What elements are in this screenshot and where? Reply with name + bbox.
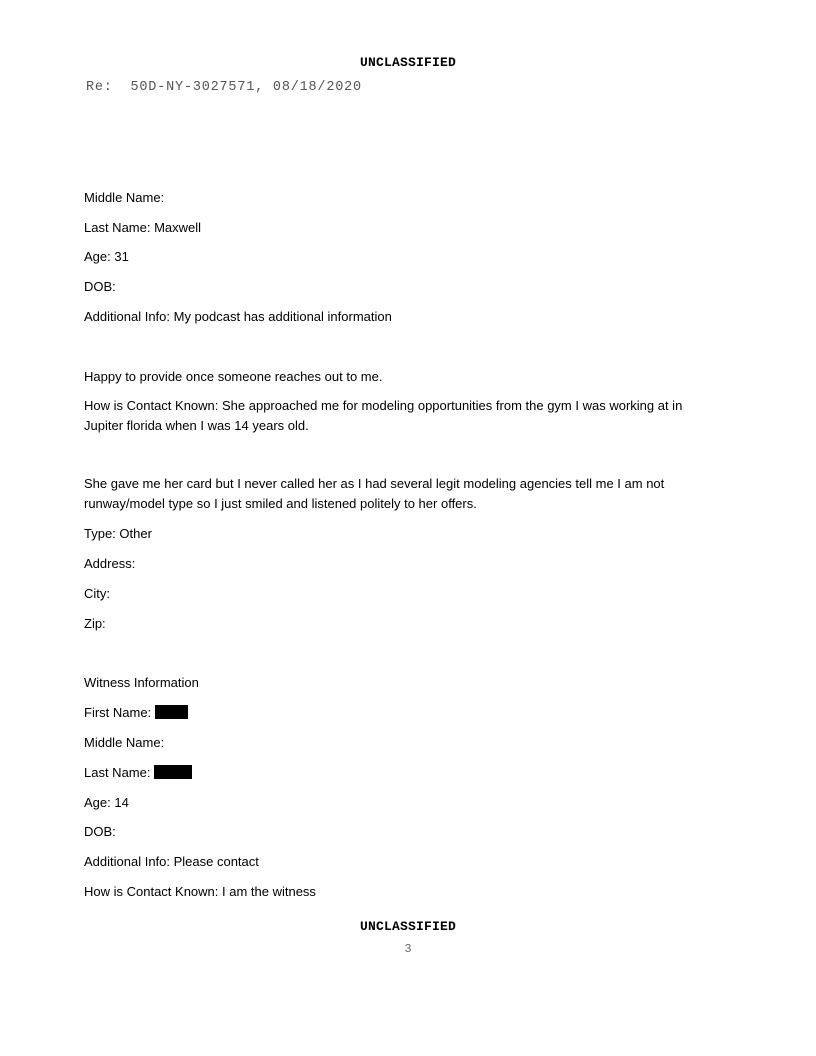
file-reference: Re: 50D-NY-3027571, 08/18/2020 [86, 80, 362, 95]
witness-last-name [84, 763, 192, 782]
subject-age: Age: 31 [84, 249, 129, 264]
contact-how-known: How is Contact Known: She approached me for modeling opportunities from the gym I was working at in Jupiter florida when I was 14 years old. [84, 398, 683, 433]
witness-middle-name: Middle Name: [84, 735, 165, 750]
redaction-box [154, 765, 192, 779]
contact-city: City: [84, 586, 110, 601]
witness-last-name-label: Last Name: [84, 765, 151, 780]
witness-how-known: How is Contact Known: I am the witness [84, 884, 316, 899]
subject-additional-info: Additional Info: My podcast has additional information [84, 309, 392, 324]
witness-age: Age: 14 [84, 795, 129, 810]
classification-header: UNCLASSIFIED [359, 55, 456, 70]
witness-additional-info: Additional Info: Please contact [84, 854, 259, 869]
witness-first-name-label: First Name: [84, 705, 152, 720]
contact-type: Type: Other [84, 526, 152, 541]
classification-footer: UNCLASSIFIED [359, 919, 456, 934]
redaction-box [155, 705, 188, 719]
page-number: 3 [404, 942, 412, 956]
contact-address: Address: [84, 556, 136, 571]
contact-zip: Zip: [84, 616, 106, 631]
subject-middle-name: Middle Name: [84, 190, 165, 205]
witness-heading: Witness Information [84, 675, 199, 690]
card-paragraph: She gave me her card but I never called her as I had several legit modeling agencies tell me I am not runway/model type so I just smiled and listened politely to her offers. [84, 476, 665, 511]
witness-dob: DOB: [84, 824, 116, 839]
subject-last-name: Last Name: Maxwell [84, 220, 202, 235]
subject-dob: DOB: [84, 279, 116, 294]
witness-first-name [84, 703, 188, 722]
provide-text: Happy to provide once someone reaches out to me. [84, 369, 383, 384]
